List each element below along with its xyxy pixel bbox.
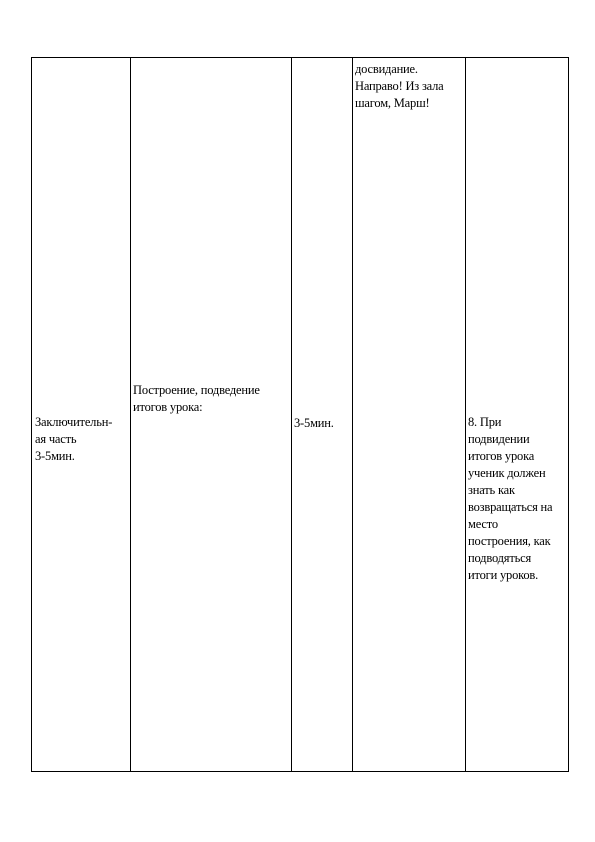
lesson-part-cell: Заключительн- ая часть 3-5мин. xyxy=(35,415,113,463)
duration-cell: 3-5мин. xyxy=(294,416,334,430)
column-divider xyxy=(465,58,466,771)
learning-outcome-cell: 8. При подвидении итогов урока ученик должен знать как возвращаться на место построения, как подводяться итоги уроков. xyxy=(468,415,553,582)
column-divider xyxy=(352,58,353,771)
activity-cell: Построение, подведение итогов урока: xyxy=(133,383,260,414)
lesson-table xyxy=(31,57,569,772)
column-divider xyxy=(130,58,131,771)
commands-cell: досвидание. Направо! Из зала шагом, Марш! xyxy=(355,62,444,110)
column-divider xyxy=(291,58,292,771)
